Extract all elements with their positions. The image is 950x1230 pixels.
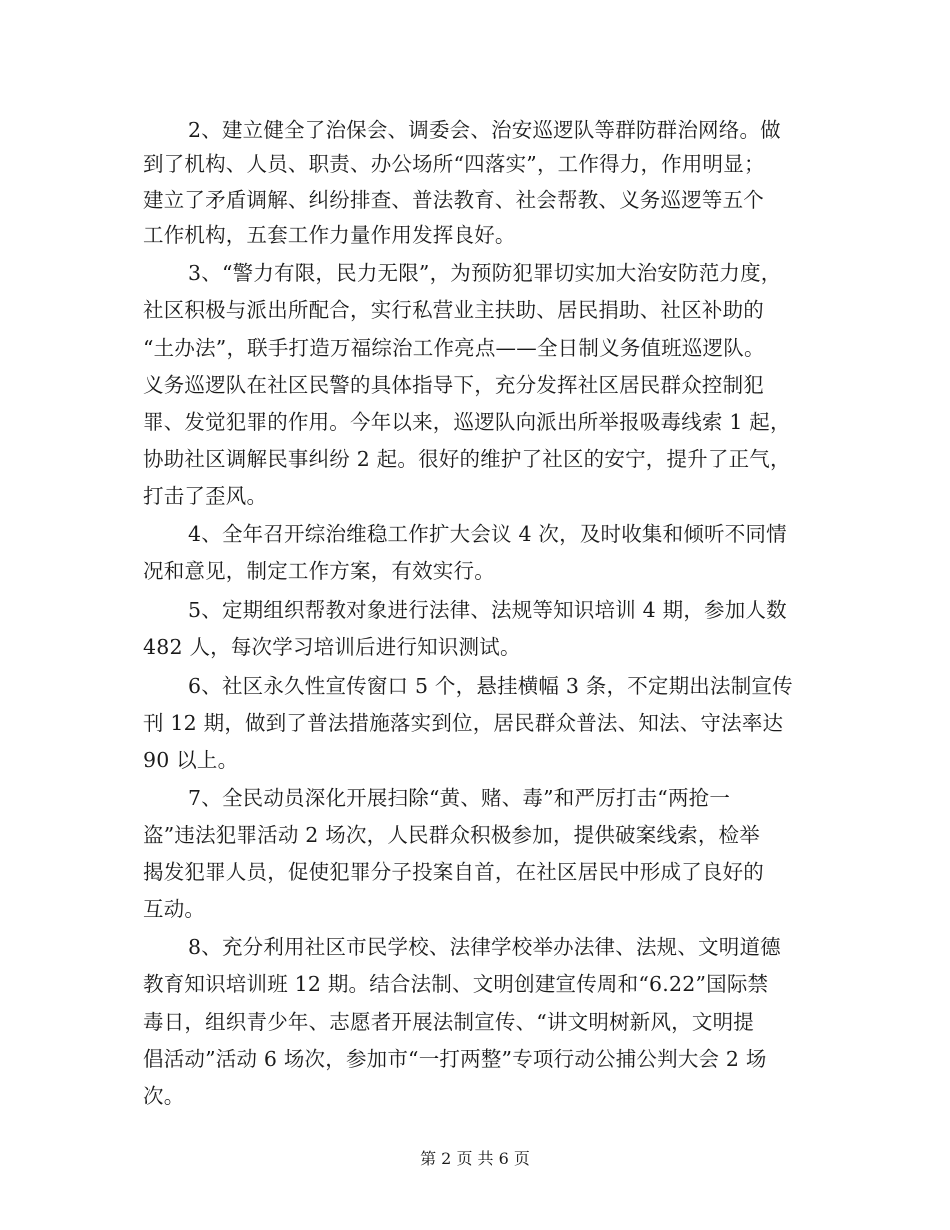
- text-line: 到了机构、人员、职责、办公场所“四落实”，工作得力，作用明显；: [143, 152, 765, 176]
- text-line: 倡活动”活动 6 场次，参加市“一打两整”专项行动公捕公判大会 2 场: [143, 1047, 767, 1071]
- text-line: 盗”违法犯罪活动 2 场次，人民群众积极参加，提供破案线索，检举: [143, 823, 760, 847]
- text-line: 协助社区调解民事纠纷 2 起。很好的维护了社区的安宁，提升了正气，: [143, 447, 791, 471]
- text-line: 打击了歪风。: [143, 484, 268, 508]
- text-line: 90 以上。: [143, 748, 239, 772]
- text-line: 工作机构，五套工作力量作用发挥良好。: [143, 223, 516, 247]
- text-line: 教育知识培训班 12 期。结合法制、文明创建宣传周和“6.22”国际禁: [143, 972, 769, 996]
- text-line: 6、社区永久性宣传窗口 5 个，悬挂横幅 3 条，不定期出法制宣传: [188, 674, 793, 698]
- text-line: 建立了矛盾调解、纠纷排查、普法教育、社会帮教、义务巡逻等五个: [143, 188, 764, 212]
- text-line: 8、充分利用社区市民学校、法律学校举办法律、法规、文明道德: [188, 935, 781, 959]
- text-line: 2、建立健全了治保会、调委会、治安巡逻队等群防群治网络。做: [188, 118, 781, 142]
- text-line: 刊 12 期，做到了普法措施落实到位，居民群众普法、知法、守法率达: [143, 711, 784, 735]
- text-line: 7、全民动员深化开展扫除“黄、赌、毒”和严厉打击“两抢一: [188, 786, 731, 810]
- text-line: 482 人，每次学习培训后进行知识测试。: [143, 635, 521, 659]
- text-line: 4、全年召开综治维稳工作扩大会议 4 次，及时收集和倾听不同情: [188, 522, 787, 546]
- text-line: 社区积极与派出所配合，实行私营业主扶助、居民捐助、社区补助的: [143, 298, 764, 322]
- text-line: 况和意见，制定工作方案，有效实行。: [143, 559, 495, 583]
- text-line: 罪、发觉犯罪的作用。今年以来，巡逻队向派出所举报吸毒线索 1 起，: [143, 410, 791, 434]
- text-line: 互动。: [143, 897, 206, 921]
- page-number-footer: 第 2 页 共 6 页: [420, 1149, 530, 1168]
- text-line: 次。: [143, 1084, 185, 1108]
- text-line: 揭发犯罪人员，促使犯罪分子投案自首，在社区居民中形成了良好的: [143, 860, 764, 884]
- text-line: “土办法”，联手打造万福综治工作亮点——全日制义务值班巡逻队。: [143, 336, 765, 360]
- text-line: 3、“警力有限，民力无限”，为预防犯罪切实加大治安防范力度，: [188, 261, 782, 285]
- text-line: 5、定期组织帮教对象进行法律、法规等知识培训 4 期，参加人数: [188, 598, 787, 622]
- text-line: 毒日，组织青少年、志愿者开展法制宣传、“讲文明树新风，文明提: [143, 1010, 754, 1034]
- text-line: 义务巡逻队在社区民警的具体指导下，充分发挥社区居民群众控制犯: [143, 373, 764, 397]
